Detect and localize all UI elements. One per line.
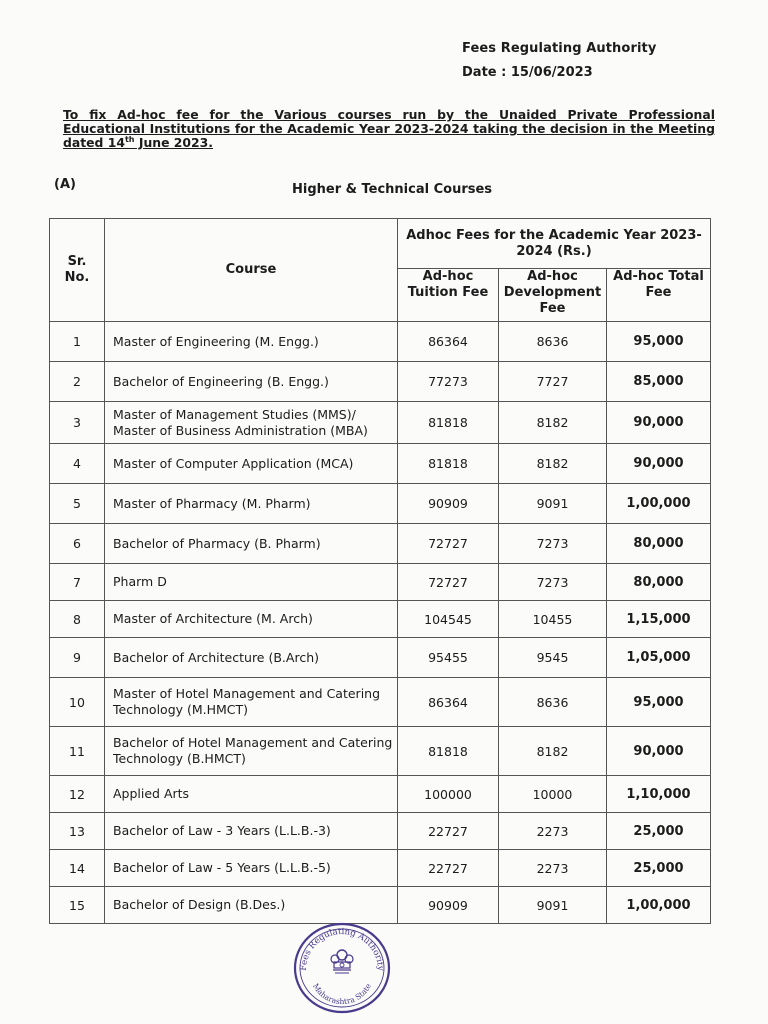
cell-tuition-fee: 81818 xyxy=(398,727,499,776)
cell-srno: 12 xyxy=(50,776,105,813)
cell-development-fee: 2273 xyxy=(499,813,607,850)
cell-tuition-fee: 72727 xyxy=(398,524,499,564)
cell-tuition-fee: 100000 xyxy=(398,776,499,813)
cell-total-fee: 95,000 xyxy=(607,322,711,362)
cell-srno: 9 xyxy=(50,638,105,678)
cell-total-fee: 1,05,000 xyxy=(607,638,711,678)
cell-course: Master of Hotel Management and Catering Technology (M.HMCT) xyxy=(105,678,398,727)
cell-course: Applied Arts xyxy=(105,776,398,813)
table-row xyxy=(50,362,711,402)
seal-bottom-text: Maharashtra State xyxy=(310,981,373,1007)
cell-srno: 3 xyxy=(50,402,105,444)
table-row xyxy=(50,601,711,638)
cell-development-fee: 10455 xyxy=(499,601,607,638)
cell-total-fee: 25,000 xyxy=(607,813,711,850)
header-fee-group: Adhoc Fees for the Academic Year 2023-2024 (Rs.) xyxy=(398,219,711,269)
cell-course: Bachelor of Law - 5 Years (L.L.B.-5) xyxy=(105,850,398,887)
table-row xyxy=(50,524,711,564)
table-row xyxy=(50,813,711,850)
cell-course: Bachelor of Pharmacy (B. Pharm) xyxy=(105,524,398,564)
cell-srno: 14 xyxy=(50,850,105,887)
cell-course: Bachelor of Hotel Management and Catering Technology (B.HMCT) xyxy=(105,727,398,776)
table-row xyxy=(50,322,711,362)
cell-tuition-fee: 104545 xyxy=(398,601,499,638)
table-row xyxy=(50,638,711,678)
header-course: Course xyxy=(105,219,398,322)
cell-total-fee: 80,000 xyxy=(607,524,711,564)
cell-development-fee: 9545 xyxy=(499,638,607,678)
table-row xyxy=(50,887,711,924)
cell-total-fee: 1,00,000 xyxy=(607,887,711,924)
cell-course: Pharm D xyxy=(105,564,398,601)
header-tuition-fee: Ad-hoc Tuition Fee xyxy=(398,269,499,322)
cell-srno: 8 xyxy=(50,601,105,638)
cell-tuition-fee: 22727 xyxy=(398,813,499,850)
fee-table-header xyxy=(50,219,711,322)
fee-table xyxy=(49,218,711,924)
cell-course: Master of Computer Application (MCA) xyxy=(105,444,398,484)
cell-srno: 13 xyxy=(50,813,105,850)
cell-srno: 5 xyxy=(50,484,105,524)
table-row xyxy=(50,727,711,776)
cell-total-fee: 1,15,000 xyxy=(607,601,711,638)
cell-development-fee: 8182 xyxy=(499,727,607,776)
table-row xyxy=(50,444,711,484)
document-heading xyxy=(63,108,715,150)
table-row xyxy=(50,776,711,813)
cell-development-fee: 9091 xyxy=(499,887,607,924)
cell-srno: 11 xyxy=(50,727,105,776)
cell-total-fee: 1,10,000 xyxy=(607,776,711,813)
section-title: Higher & Technical Courses xyxy=(292,182,493,197)
cell-development-fee: 10000 xyxy=(499,776,607,813)
cell-srno: 4 xyxy=(50,444,105,484)
cell-total-fee: 85,000 xyxy=(607,362,711,402)
cell-tuition-fee: 90909 xyxy=(398,887,499,924)
cell-srno: 15 xyxy=(50,887,105,924)
heading-text: To fix Ad-hoc fee for the Various courses run by the Unaided Private Professional Educational Institutions for the Academic Year 2023-2024 taking the decision in the Meeting dated 14 xyxy=(63,107,715,150)
cell-course: Bachelor of Architecture (B.Arch) xyxy=(105,638,398,678)
cell-development-fee: 7273 xyxy=(499,564,607,601)
cell-tuition-fee: 90909 xyxy=(398,484,499,524)
document-date: Date : 15/06/2023 xyxy=(462,65,593,80)
fee-table-body xyxy=(50,322,711,924)
cell-course: Master of Pharmacy (M. Pharm) xyxy=(105,484,398,524)
issuing-authority: Fees Regulating Authority xyxy=(462,41,657,56)
cell-tuition-fee: 72727 xyxy=(398,564,499,601)
cell-total-fee: 90,000 xyxy=(607,402,711,444)
cell-total-fee: 90,000 xyxy=(607,727,711,776)
cell-total-fee: 80,000 xyxy=(607,564,711,601)
cell-srno: 1 xyxy=(50,322,105,362)
table-row xyxy=(50,850,711,887)
cell-development-fee: 9091 xyxy=(499,484,607,524)
heading-tail: June 2023. xyxy=(134,135,213,150)
cell-srno: 6 xyxy=(50,524,105,564)
cell-tuition-fee: 77273 xyxy=(398,362,499,402)
cell-development-fee: 7727 xyxy=(499,362,607,402)
cell-total-fee: 90,000 xyxy=(607,444,711,484)
cell-course: Bachelor of Law - 3 Years (L.L.B.-3) xyxy=(105,813,398,850)
cell-development-fee: 8182 xyxy=(499,402,607,444)
cell-srno: 10 xyxy=(50,678,105,727)
cell-total-fee: 25,000 xyxy=(607,850,711,887)
cell-total-fee: 95,000 xyxy=(607,678,711,727)
section-tag: (A) xyxy=(54,177,76,192)
cell-development-fee: 8636 xyxy=(499,678,607,727)
cell-tuition-fee: 86364 xyxy=(398,678,499,727)
cell-development-fee: 2273 xyxy=(499,850,607,887)
cell-course: Bachelor of Design (B.Des.) xyxy=(105,887,398,924)
cell-development-fee: 8636 xyxy=(499,322,607,362)
cell-tuition-fee: 81818 xyxy=(398,402,499,444)
authority-seal xyxy=(289,920,395,1016)
cell-tuition-fee: 95455 xyxy=(398,638,499,678)
cell-course: Master of Management Studies (MMS)/ Master of Business Administration (MBA) xyxy=(105,402,398,444)
table-row xyxy=(50,678,711,727)
cell-course: Master of Engineering (M. Engg.) xyxy=(105,322,398,362)
header-development-fee: Ad-hoc Development Fee xyxy=(499,269,607,322)
cell-tuition-fee: 81818 xyxy=(398,444,499,484)
table-row xyxy=(50,402,711,444)
heading-ordinal: th xyxy=(124,134,135,144)
cell-tuition-fee: 22727 xyxy=(398,850,499,887)
header-srno: Sr. No. xyxy=(50,219,105,322)
cell-course: Bachelor of Engineering (B. Engg.) xyxy=(105,362,398,402)
cell-tuition-fee: 86364 xyxy=(398,322,499,362)
emblem-icon xyxy=(331,950,353,973)
table-row xyxy=(50,484,711,524)
cell-development-fee: 8182 xyxy=(499,444,607,484)
cell-srno: 7 xyxy=(50,564,105,601)
table-row xyxy=(50,564,711,601)
cell-total-fee: 1,00,000 xyxy=(607,484,711,524)
cell-development-fee: 7273 xyxy=(499,524,607,564)
header-total-fee: Ad-hoc Total Fee xyxy=(607,269,711,322)
cell-course: Master of Architecture (M. Arch) xyxy=(105,601,398,638)
seal-top-text: Fees Regulating Authority xyxy=(298,926,386,972)
cell-srno: 2 xyxy=(50,362,105,402)
